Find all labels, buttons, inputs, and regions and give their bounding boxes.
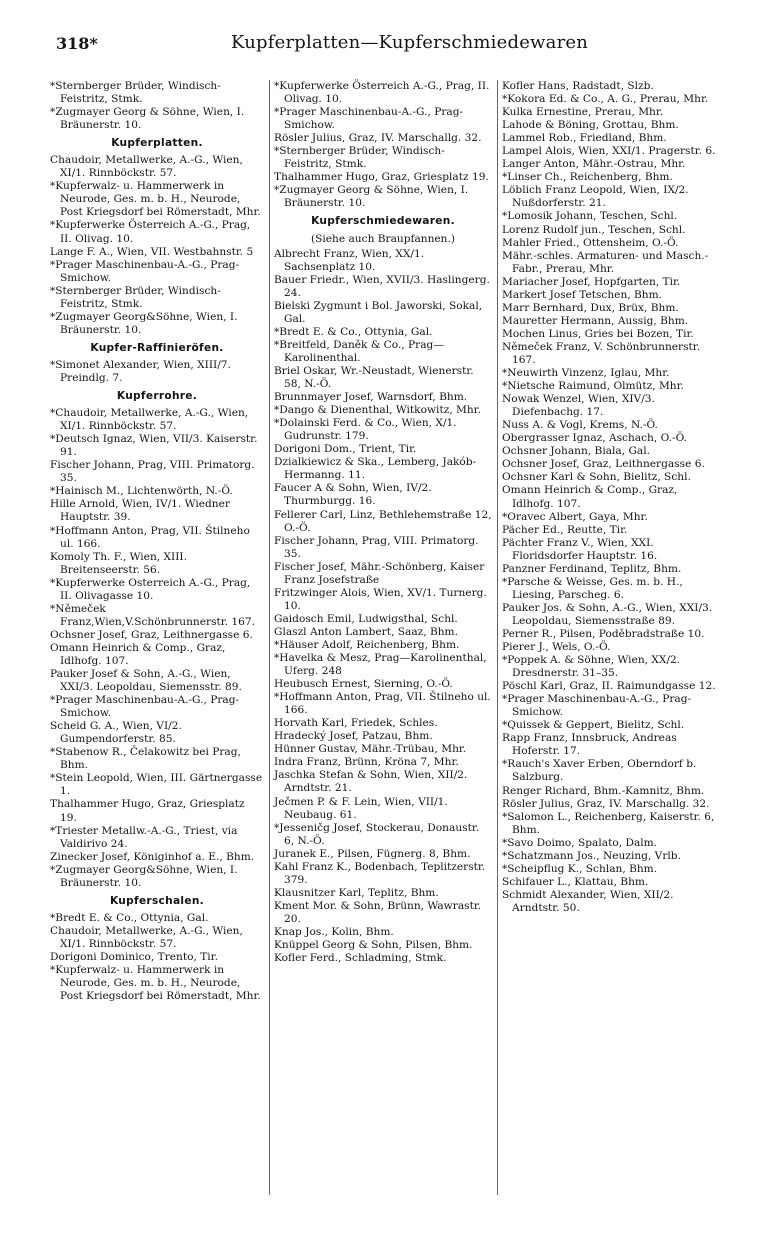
- directory-entry: Mauretter Hermann, Aussig, Bhm.: [502, 314, 689, 327]
- directory-entry: Kahl Franz K., Bodenbach, Teplitzerstr. 379.: [274, 860, 486, 886]
- directory-entry: *Savo Doimo, Spalato, Dalm.: [502, 836, 658, 849]
- directory-entry: *Parsche & Weisse, Ges. m. b. H., Liesing, Parscheg. 6.: [502, 575, 683, 601]
- directory-entry: *Poppek A. & Söhne, Wien, XX/2. Dresdnerstr. 31–35.: [502, 654, 681, 680]
- column-divider: [497, 80, 498, 1195]
- directory-entry: Marr Bernhard, Dux, Brüx, Bhm.: [502, 301, 679, 314]
- directory-entry: Faucer A & Sohn, Wien, IV/2. Thurmburgg. 16.: [274, 482, 432, 508]
- directory-entry: *Kupferwerke Osterreich A.-G., Prag, II. Olivagasse 10.: [50, 576, 251, 602]
- directory-entry: Pierer J., Wels, O.-Ö.: [502, 641, 611, 654]
- directory-entry: Pöschl Karl, Graz, II. Raimundgasse 12.: [502, 680, 716, 693]
- directory-entry: *Bredt E. & Co., Ottynia, Gal.: [274, 325, 433, 338]
- directory-entry: *Zugmayer Georg&Söhne, Wien, I. Bräunerstr. 10.: [50, 310, 238, 336]
- directory-entry: *Rauch's Xaver Erben, Oberndorf b. Salzburg.: [502, 758, 697, 784]
- directory-entry: *Lomosik Johann, Teschen, Schl.: [502, 210, 678, 223]
- directory-entry: Chaudoir, Metallwerke, A.-G., Wien, XI/1. Rinnböckstr. 57.: [50, 924, 243, 950]
- directory-entry: *Zugmayer Georg&Söhne, Wien, I. Bräunerstr. 10.: [50, 863, 238, 889]
- directory-entry: *Kupferwalz- u. Hammerwerk in Neurode, Ges. m. b. H., Neurode, Post Kriegsdorf bei Römerstadt, Mhr.: [50, 180, 261, 219]
- section-heading: Kupferschmiedewaren.: [311, 215, 455, 228]
- directory-entry: Kofler Ferd., Schladming, Stmk.: [274, 952, 447, 965]
- columns-area: [50, 80, 720, 1210]
- section-heading: Kupferplatten.: [111, 137, 203, 150]
- page-title: Kupferplatten—Kupferschmiedewaren: [231, 32, 589, 53]
- directory-entry: Zinecker Josef, Königinhof a. E., Bhm.: [50, 850, 255, 863]
- directory-entry: *Triester Metallw.-A.-G., Triest, via Valdirivo 24.: [50, 824, 238, 850]
- directory-entry: *Kupferwerke Österreich A.-G., Prag, II. Olivag. 10.: [50, 219, 251, 245]
- directory-entry: Fellerer Carl, Linz, Bethlehemstraße 12, O.-Ö.: [274, 508, 492, 534]
- directory-entry: *Oravec Albert, Gaya, Mhr.: [502, 510, 648, 523]
- directory-entry: Ochsner Josef, Graz, Leithnergasse 6.: [502, 458, 705, 471]
- directory-entry: *Zugmayer Georg & Söhne, Wien, I. Bräunerstr. 10.: [50, 106, 245, 132]
- directory-entry: Nowak Wenzel, Wien, XIV/3. Diefenbachg. 17.: [502, 393, 655, 419]
- directory-entry: Schmidt Alexander, Wien, XII/2. Arndtstr. 50.: [502, 888, 674, 914]
- directory-entry: Albrecht Franz, Wien, XX/1. Sachsenplatz 10.: [274, 247, 425, 273]
- directory-entry: *Němeček Franz,Wien,V.Schönbrunnerstr. 167.: [50, 602, 255, 628]
- directory-entry: *Quissek & Geppert, Bielitz, Schl.: [502, 719, 685, 732]
- directory-entry: Mähr.-schles. Armaturen- und Masch.-Fabr., Prerau, Mhr.: [502, 249, 709, 275]
- directory-entry: Markert Josef Tetschen, Bhm.: [502, 288, 663, 301]
- directory-entry: Indra Franz, Brünn, Kröna 7, Mhr.: [274, 756, 459, 769]
- directory-entry: Renger Richard, Bhm.-Kamnitz, Bhm.: [502, 784, 705, 797]
- directory-entry: *Schatzmann Jos., Neuzing, Vrlb.: [502, 849, 681, 862]
- column-1: [50, 80, 264, 1200]
- directory-entry: *Sternberger Brüder, Windisch-Feistritz, Stmk.: [274, 145, 445, 171]
- directory-entry: *Hoffmann Anton, Prag, VII. Štilneho ul. 166.: [50, 524, 250, 550]
- directory-entry: *Sternberger Brüder, Windisch-Feistritz, Stmk.: [50, 80, 221, 106]
- directory-entry: Knap Jos., Kolin, Bhm.: [274, 926, 394, 938]
- directory-entry: Omann Heinrich & Comp., Graz, Idlhofg. 107.: [50, 641, 226, 667]
- directory-entry: *Prager Maschinenbau-A.-G., Prag-Smichow.: [50, 694, 240, 720]
- directory-entry: Lammel Rob., Friedland, Bhm.: [502, 132, 667, 145]
- directory-entry: Hradecký Josef, Patzau, Bhm.: [274, 730, 433, 743]
- directory-entry: *Hoffmann Anton, Prag, VII. Štilneho ul. 166.: [274, 691, 491, 717]
- directory-entry: Thalhammer Hugo, Graz, Griesplatz 19.: [274, 171, 489, 184]
- directory-entry: Rösler Julius, Graz, IV. Marschallg. 32.: [502, 797, 710, 810]
- directory-entry: Ječmen P. & F. Lein, Wien, VII/1. Neubaug. 61.: [274, 795, 448, 821]
- directory-entry: Lahode & Böning, Grottau, Bhm.: [502, 119, 679, 132]
- directory-entry: Komoly Th. F., Wien, XIII. Breitenseerstr. 56.: [50, 550, 187, 576]
- directory-entry: Kment Mor. & Sohn, Brünn, Wawrastr. 20.: [274, 899, 482, 925]
- directory-entry: *Simonet Alexander, Wien, XIII/7. Preindlg. 7.: [50, 358, 231, 384]
- directory-entry: Knüppel Georg & Sohn, Pilsen, Bhm.: [274, 939, 473, 952]
- directory-entry: Brunnmayer Josef, Warnsdorf, Bhm.: [274, 391, 468, 404]
- directory-entry: Pauker Jos. & Sohn, A.-G., Wien, XXI/3. Leopoldau, Siemensstraße 89.: [502, 601, 713, 627]
- directory-entry: *Prager Maschinenbau-A.-G., Prag-Smichow.: [502, 693, 692, 719]
- directory-entry: *Linser Ch., Reichenberg, Bhm.: [502, 171, 673, 184]
- cross-reference-note: (Siehe auch Braupfannen.): [310, 232, 455, 245]
- directory-entry: Ochsner Josef, Graz, Leithnergasse 6.: [50, 628, 253, 641]
- directory-entry: *Kupferwerke Österreich A.-G., Prag, II. Olivag. 10.: [274, 80, 490, 106]
- directory-entry: *Dango & Dienenthal, Witkowitz, Mhr.: [274, 404, 481, 417]
- directory-entry: *Breitfeld, Daněk & Co., Prag—Karolinenthal.: [274, 338, 444, 364]
- directory-entry: Panzner Ferdinand, Teplitz, Bhm.: [502, 562, 682, 575]
- directory-entry: *Sternberger Brüder, Windisch-Feistritz, Stmk.: [50, 284, 221, 310]
- directory-entry: *Dolainski Ferd. & Co., Wien, X/1. Gudrunstr. 179.: [274, 417, 457, 443]
- directory-entry: Hünner Gustav, Mähr.-Trübau, Mhr.: [274, 743, 467, 756]
- directory-entry: Fischer Johann, Prag, VIII. Primatorg. 35.: [50, 459, 255, 485]
- directory-entry: *Bredt E. & Co., Ottynia, Gal.: [50, 911, 209, 924]
- directory-entry: Mahler Fried., Ottensheim, O.-Ö.: [502, 236, 679, 249]
- directory-entry: Ochsner Karl & Sohn, Bielitz, Schl.: [502, 471, 691, 484]
- directory-entry: Dorigoni Dom., Trient, Tir.: [274, 443, 417, 456]
- directory-entry: Heubusch Ernest, Sierning, O.-Ö.: [274, 678, 453, 691]
- directory-entry: Jaschka Stefan & Sohn, Wien, XII/2. Arndtstr. 21.: [274, 769, 468, 795]
- directory-entry: *Zugmayer Georg & Söhne, Wien, I. Bräunerstr. 10.: [274, 184, 469, 210]
- directory-entry: *Kokora Ed. & Co., A. G., Prerau, Mhr.: [502, 93, 709, 106]
- section-heading: Kupferschalen.: [109, 894, 205, 907]
- directory-entry: Mochen Linus, Gries bei Bozen, Tir.: [502, 327, 694, 340]
- column-2: [274, 80, 492, 1200]
- directory-entry: Nuss A. & Vogl, Krems, N.-Ö.: [502, 419, 658, 432]
- directory-entry: Pächter Franz V., Wien, XXI. Floridsdorfer Hauptstr. 16.: [502, 536, 658, 562]
- directory-entry: *Jesseničg Josef, Stockerau, Donaustr. 6, N.-Ö.: [274, 821, 480, 847]
- directory-entry: Bauer Friedr., Wien, XVII/3. Haslingerg. 24.: [274, 273, 490, 299]
- directory-entry: *Stein Leopold, Wien, III. Gärtnergasse 1.: [50, 772, 263, 798]
- directory-entry: *Prager Maschinenbau-A.-G., Prag-Smichow.: [50, 258, 240, 284]
- section-heading: Kupfer-Raffinieröfen.: [90, 341, 224, 354]
- directory-entry: *Hainisch M., Lichtenwörth, N.-Ö.: [50, 485, 233, 498]
- directory-entry: Dorigoni Dominico, Trento, Tir.: [50, 951, 218, 963]
- directory-entry: Hille Arnold, Wien, IV/1. Wiedner Hauptstr. 39.: [50, 498, 230, 524]
- directory-entry: *Salomon L., Reichenberg, Kaiserstr. 6, Bhm.: [502, 810, 715, 836]
- page-number: 318*: [56, 34, 98, 53]
- directory-entry: *Chaudoir, Metallwerke, A.-G., Wien, XI/1. Rinnböckstr. 57.: [50, 407, 249, 433]
- column-3: [502, 80, 722, 1200]
- section-heading: Kupferrohre.: [116, 390, 198, 403]
- directory-entry: Scheid G. A., Wien, VI/2. Gumpendorferstr. 85.: [50, 720, 182, 746]
- directory-entry: Juranek E., Pilsen, Fügnerg. 8, Bhm.: [274, 847, 471, 860]
- directory-entry: *Neuwirth Vinzenz, Iglau, Mhr.: [502, 367, 670, 380]
- directory-entry: Klausnitzer Karl, Teplitz, Bhm.: [274, 886, 439, 899]
- directory-entry: Dzialkiewicz & Ska., Lemberg, Jakób-Hermanng. 11.: [274, 456, 477, 482]
- directory-entry: Pächer Ed., Reutte, Tir.: [502, 523, 628, 536]
- directory-entry: Mariacher Josef, Hopfgarten, Tir.: [502, 275, 681, 288]
- directory-entry: Němeček Franz, V. Schönbrunnerstr. 167.: [502, 340, 701, 366]
- directory-entry: Thalhammer Hugo, Graz, Griesplatz 19.: [50, 798, 245, 824]
- directory-entry: Horvath Karl, Friedek, Schles.: [274, 717, 438, 730]
- directory-entry: Schifauer L., Klattau, Bhm.: [502, 875, 649, 888]
- directory-entry: Ochsner Johann, Biala, Gal.: [502, 445, 651, 458]
- directory-entry: Kulka Ernestine, Prerau, Mhr.: [502, 106, 664, 119]
- directory-entry: Bielski Zygmunt i Bol. Jaworski, Sokal, Gal.: [274, 299, 483, 325]
- directory-entry: Fischer Josef, Mähr.-Schönberg, Kaiser Franz Josefstraße: [274, 560, 485, 586]
- directory-entry: Obergrasser Ignaz, Aschach, O.-Ö.: [502, 432, 688, 445]
- directory-entry: *Kupferwalz- u. Hammerwerk in Neurode, Ges. m. b. H., Neurode, Post Kriegsdorf bei Römerstadt, Mhr.: [50, 964, 261, 1003]
- directory-entry: Briel Oskar, Wr.-Neustadt, Wienerstr. 58, N.-Ö.: [274, 364, 474, 391]
- directory-entry: *Deutsch Ignaz, Wien, VII/3. Kaiserstr. 91.: [50, 433, 258, 459]
- directory-entry: Lange F. A., Wien, VII. Westbahnstr. 5: [50, 245, 254, 258]
- directory-entry: Lorenz Rudolf jun., Teschen, Schl.: [502, 223, 686, 236]
- directory-entry: Löblich Franz Leopold, Wien, IX/2. Nußdorferstr. 21.: [502, 184, 689, 210]
- directory-entry: *Häuser Adolf, Reichenberg, Bhm.: [274, 638, 460, 651]
- directory-entry: Perner R., Pilsen, Poděbradstraße 10.: [502, 627, 705, 640]
- directory-entry: *Nietsche Raimund, Olmütz, Mhr.: [502, 380, 684, 393]
- directory-entry: Pauker Josef & Sohn, A.-G., Wien, XXI/3. Leopoldau, Siemensstr. 89.: [50, 668, 242, 694]
- directory-entry: Fischer Johann, Prag, VIII. Primatorg. 35.: [274, 534, 479, 560]
- directory-entry: Omann Heinrich & Comp., Graz, Idlhofg. 107.: [502, 484, 678, 510]
- directory-entry: *Scheipflug K., Schlan, Bhm.: [502, 862, 658, 875]
- page-header: [56, 30, 706, 60]
- directory-entry: Fritzwinger Alois, Wien, XV/1. Turnerg. 10.: [274, 586, 487, 612]
- directory-entry: Rösler Julius, Graz, IV. Marschallg. 32.: [274, 132, 482, 145]
- directory-entry: Glaszl Anton Lambert, Saaz, Bhm.: [274, 625, 458, 638]
- directory-entry: *Prager Maschinenbau-A.-G., Prag-Smichow.: [274, 106, 464, 132]
- column-divider: [269, 80, 270, 1195]
- directory-entry: Gaidosch Emil, Ludwigsthal, Schl.: [274, 612, 458, 625]
- directory-entry: Chaudoir, Metallwerke, A.-G., Wien, XI/1. Rinnböckstr. 57.: [50, 154, 243, 180]
- directory-entry: Lampel Alois, Wien, XXI/1. Pragerstr. 6.: [502, 145, 716, 158]
- directory-entry: *Havelka & Mesz, Prag—Karolinenthal, Uferg. 248: [274, 652, 487, 678]
- directory-entry: Rapp Franz, Innsbruck, Andreas Hoferstr. 17.: [502, 732, 677, 758]
- directory-entry: Langer Anton, Mähr.-Ostrau, Mhr.: [502, 158, 686, 171]
- directory-entry: *Stabenow R., Čelakowitz bei Prag, Bhm.: [50, 746, 241, 772]
- directory-entry: Kofler Hans, Radstadt, Slzb.: [502, 80, 654, 92]
